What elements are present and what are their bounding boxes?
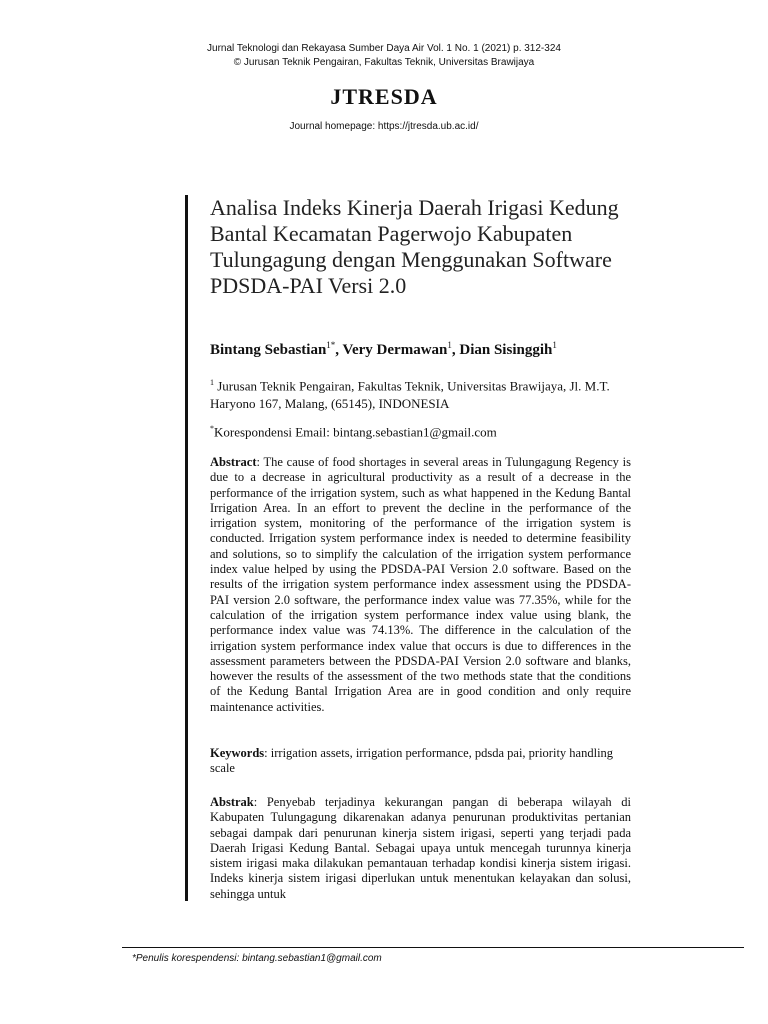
author-list (210, 340, 631, 359)
author-name: Bintang Sebastian (210, 342, 327, 358)
abstract-text: : The cause of food shortages in several areas in Tulungagung Regency is due to a decrease in agricultural productivity as a result of a decrease in the performance of the irrigation system, such as what happened in the Kedung Bantal Irrigation Area. In an effort to prevent the decline in the performance of the irrigation system, monitoring of the performance of the irrigation system is conducted. Irrigation system performance index is needed to determine feasibility and solutions, so to simplify the calculation of the irrigation system performance index value helped by using the PDSDA-PAI Version 2.0 software. Based on the results of the irrigation system performance index assessment using the PDSDA-PAI version 2.0 software, the performance index value was 77.35%, while for the calculation of the irrigation system performance index value using blank, the performance index value was 74.13%. The difference in the calculation of the irrigation system performance index value that occurs is due to differences in the assessment parameters between the PDSDA-PAI Version 2.0 software and blanks, however the results of the assessment of the two methods state that the conditions of the Kedung Bantal Irrigation Area are in good condition and only require maintenance activities. (210, 455, 631, 714)
abstrak-label: Abstrak (210, 795, 254, 809)
author-name: Dian Sisinggih (459, 342, 553, 358)
affiliation-text: Jurusan Teknik Pengairan, Fakultas Teknik, Universitas Brawijaya, Jl. M.T. Haryono 167, Malang, (65145), INDONESIA (210, 378, 610, 412)
keywords (210, 746, 631, 777)
author-separator: , (451, 342, 460, 358)
journal-homepage: Journal homepage: https://jtresda.ub.ac.id/ (289, 121, 479, 132)
copyright-line: © Jurusan Teknik Pengairan, Fakultas Teknik, Universitas Brawijaya (233, 57, 535, 68)
author-mark: 1* (326, 340, 336, 350)
abstrak-text: : Penyebab terjadinya kekurangan pangan di beberapa wilayah di Kabupaten Tulungagung dikarenakan adanya penurunan produktivitas pertanian sebagai dampak dari penurunan kinerja sistem irigasi, seperti yang terjadi pada Daerah Irigasi Kedung Bantal. Sebagai upaya untuk mencegah turunnya kinerja sistem irigasi maka dilakukan pemantauan terhadap kondisi kinerja sistem irigasi. Indeks kinerja sistem irigasi diperlukan untuk menentukan kelayakan dan solusi, sehingga untuk (210, 795, 631, 901)
abstract (210, 455, 631, 715)
journal-citation-line: Jurnal Teknologi dan Rekayasa Sumber Daya Air Vol. 1 No. 1 (2021) p. 312-324 (207, 43, 561, 54)
author-separator: , (335, 342, 343, 358)
abstrak (210, 795, 631, 903)
footnote: *Penulis korespendensi: bintang.sebastian1@gmail.com (132, 953, 382, 964)
correspondence-mark: * (210, 424, 214, 433)
abstract-label: Abstract (210, 455, 257, 469)
keywords-label: Keywords (210, 746, 265, 760)
author-mark: 1 (552, 340, 557, 350)
affiliation (210, 374, 631, 413)
author-mark: 1 (447, 340, 452, 350)
journal-brand: JTRESDA (330, 84, 438, 109)
correspondence-text: Korespondensi Email: bintang.sebastian1@gmail.com (214, 424, 497, 440)
keywords-text: : irrigation assets, irrigation performance, pdsda pai, priority handling scale (210, 746, 614, 776)
footnote-rule (122, 947, 744, 948)
author-name: Very Dermawan (342, 342, 448, 358)
correspondence (210, 424, 631, 440)
affiliation-mark: 1 (210, 378, 214, 387)
accent-bar (185, 195, 188, 901)
article-title: Analisa Indeks Kinerja Daerah Irigasi Kedung Bantal Kecamatan Pagerwojo Kabupaten Tulungagung dengan Menggunakan Software PDSDA-PAI Versi 2.0 (210, 195, 619, 298)
